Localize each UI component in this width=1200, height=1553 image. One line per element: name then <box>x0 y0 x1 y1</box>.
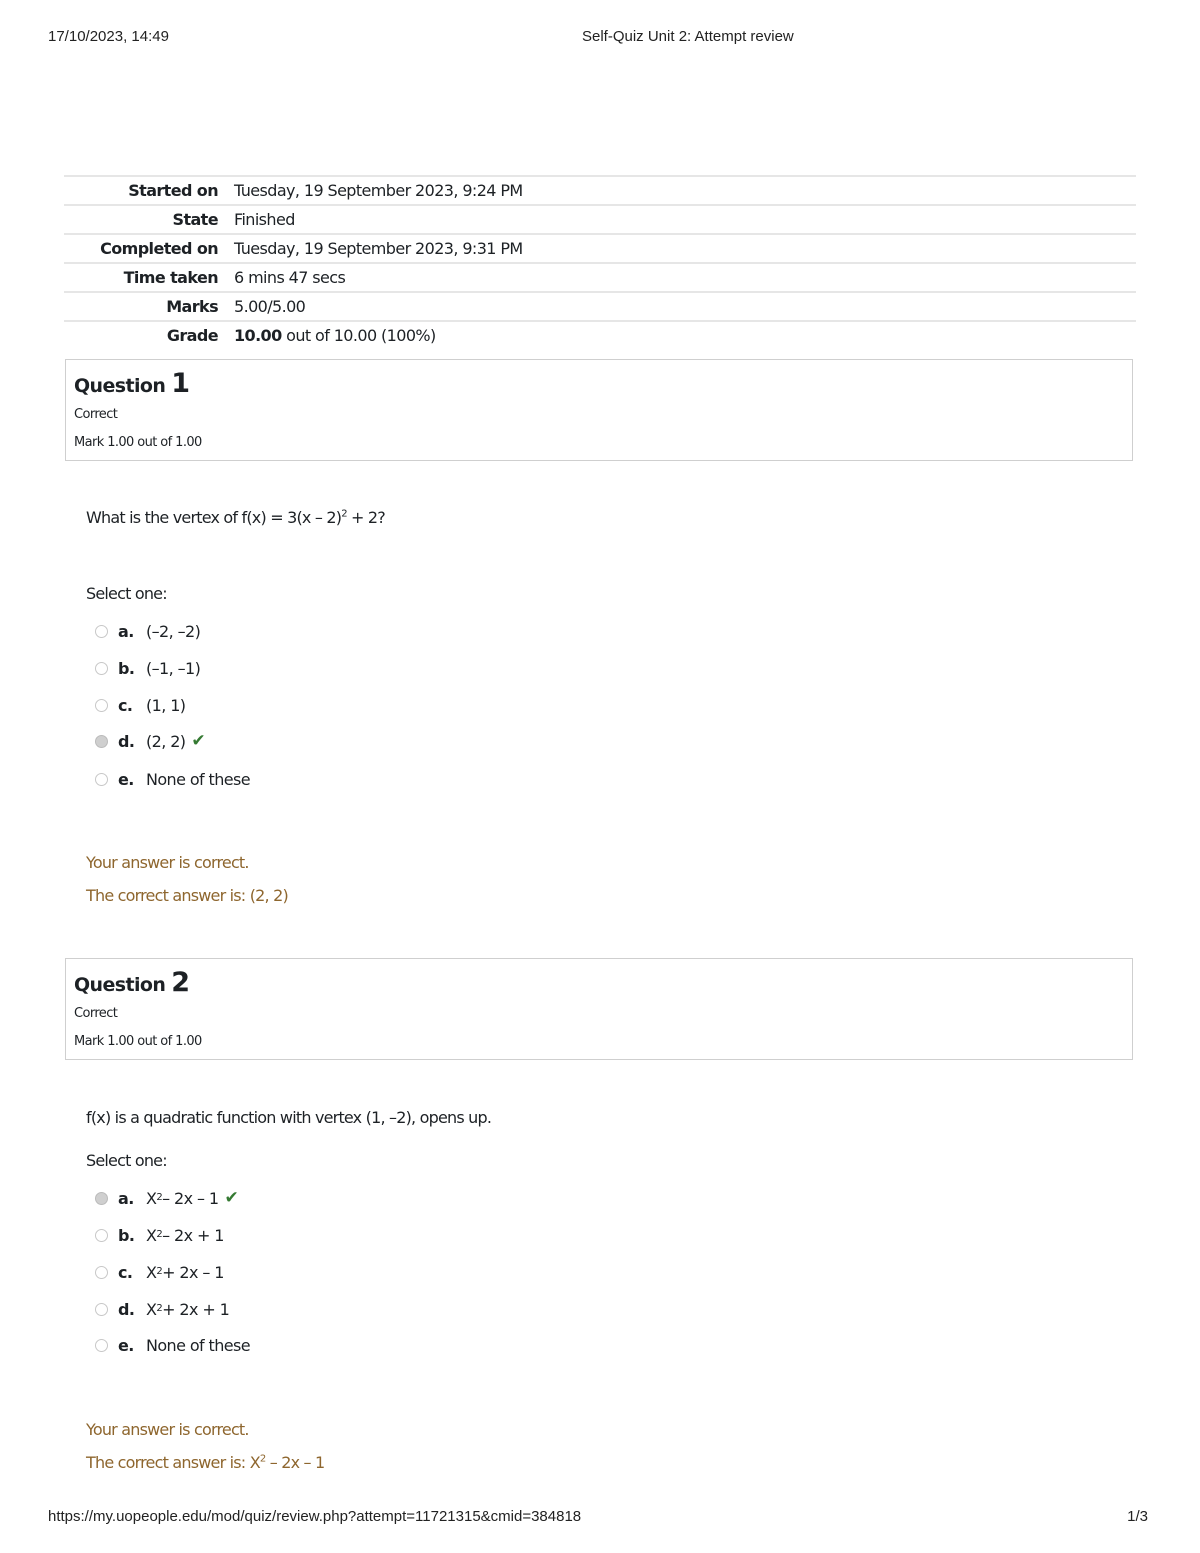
question-1-text <box>86 508 385 527</box>
question-num: 2 <box>171 967 190 998</box>
radio-button[interactable] <box>95 662 108 675</box>
option-letter: b. <box>118 1225 135 1245</box>
option-text: X <box>146 1262 157 1282</box>
option-letter: e. <box>118 769 134 789</box>
radio-button[interactable] <box>95 699 108 712</box>
summary-row <box>64 263 1136 292</box>
question-mark: Mark 1.00 out of 1.00 <box>74 1034 202 1049</box>
question-label: Question <box>74 375 166 397</box>
attempt-summary-table <box>64 175 1136 349</box>
summary-label: Time taken <box>64 263 234 292</box>
option-text-after: – 2x – 1 <box>162 1188 219 1208</box>
q2-option-e[interactable] <box>95 1334 250 1356</box>
select-one-prompt: Select one: <box>86 584 167 603</box>
q1-option-c[interactable] <box>95 694 185 716</box>
radio-button[interactable] <box>95 1266 108 1279</box>
correct-answer-label: The correct answer is: <box>86 886 250 905</box>
option-text-after: – 2x + 1 <box>162 1225 224 1245</box>
q2-option-a[interactable]: a. X 2 – 2x – 1 ✔ <box>95 1187 238 1209</box>
option-letter: c. <box>118 1262 133 1282</box>
q2-option-c[interactable]: c. X 2 + 2x – 1 <box>95 1261 224 1283</box>
option-letter: c. <box>118 695 133 715</box>
print-page-title: Self-Quiz Unit 2: Attempt review <box>582 28 794 45</box>
summary-value: 5.00/5.00 <box>234 292 1136 321</box>
summary-row <box>64 234 1136 263</box>
select-one-prompt: Select one: <box>86 1151 167 1170</box>
q2-option-d[interactable]: d. X 2 + 2x + 1 <box>95 1298 229 1320</box>
summary-label: Marks <box>64 292 234 321</box>
check-icon: ✔ <box>224 1188 239 1208</box>
option-text: (–2, –2) <box>146 621 201 641</box>
summary-value: Finished <box>234 205 1136 234</box>
option-text: (2, 2) <box>146 731 186 751</box>
correct-answer-after: – 2x – 1 <box>265 1453 325 1472</box>
option-text-after: + 2x – 1 <box>162 1262 224 1282</box>
option-letter: e. <box>118 1335 134 1355</box>
q1-option-d[interactable] <box>95 730 205 752</box>
summary-value <box>234 321 1136 349</box>
q1-option-a[interactable] <box>95 620 200 642</box>
question-state: Correct <box>74 1006 118 1021</box>
summary-label: Started on <box>64 176 234 205</box>
correct-answer <box>86 1453 324 1472</box>
summary-row <box>64 292 1136 321</box>
correct-answer-sup: 2 <box>259 1453 266 1465</box>
q1-option-e[interactable] <box>95 768 250 790</box>
radio-button-selected[interactable] <box>95 735 108 748</box>
feedback-correct: Your answer is correct. <box>86 1420 249 1439</box>
option-letter: d. <box>118 731 135 751</box>
option-text: X <box>146 1299 157 1319</box>
radio-button[interactable] <box>95 1303 108 1316</box>
grade-score: 10.00 <box>234 326 282 345</box>
option-letter: a. <box>118 621 134 641</box>
feedback-correct: Your answer is correct. <box>86 853 249 872</box>
option-text: (–1, –1) <box>146 658 201 678</box>
summary-value: Tuesday, 19 September 2023, 9:24 PM <box>234 176 1136 205</box>
summary-label: Grade <box>64 321 234 349</box>
correct-answer-value: (2, 2) <box>249 886 288 905</box>
option-letter: b. <box>118 658 135 678</box>
summary-value: Tuesday, 19 September 2023, 9:31 PM <box>234 234 1136 263</box>
print-datetime: 17/10/2023, 14:49 <box>48 28 169 45</box>
summary-row <box>64 321 1136 349</box>
radio-button[interactable] <box>95 625 108 638</box>
correct-answer-value: X <box>249 1453 260 1472</box>
question-number <box>74 368 189 399</box>
qtext-sup: 2 <box>341 508 347 520</box>
option-letter: d. <box>118 1299 135 1319</box>
question-2-text: f(x) is a quadratic function with vertex (1, –2), opens up. <box>86 1108 492 1127</box>
question-label: Question <box>74 974 166 996</box>
q2-option-b[interactable]: b. X 2 – 2x + 1 <box>95 1224 224 1246</box>
correct-answer <box>86 886 288 905</box>
summary-row <box>64 176 1136 205</box>
correct-answer-label: The correct answer is: <box>86 1453 250 1472</box>
question-num: 1 <box>171 368 190 399</box>
option-letter: a. <box>118 1188 134 1208</box>
check-icon: ✔ <box>191 731 206 751</box>
grade-outof: out of 10.00 (100%) <box>286 326 436 345</box>
qtext-part: What is the vertex of f(x) = 3(x – 2) <box>86 508 342 527</box>
print-url: https://my.uopeople.edu/mod/quiz/review.php?attempt=11721315&cmid=384818 <box>48 1508 582 1525</box>
option-text: (1, 1) <box>146 695 186 715</box>
radio-button[interactable] <box>95 1229 108 1242</box>
option-text-after: + 2x + 1 <box>162 1299 230 1319</box>
radio-button-selected[interactable] <box>95 1192 108 1205</box>
question-number <box>74 967 189 998</box>
summary-row <box>64 205 1136 234</box>
question-state: Correct <box>74 407 118 422</box>
question-mark: Mark 1.00 out of 1.00 <box>74 435 202 450</box>
question-1-info <box>65 359 1133 461</box>
summary-value: 6 mins 47 secs <box>234 263 1136 292</box>
radio-button[interactable] <box>95 773 108 786</box>
option-text: X <box>146 1225 157 1245</box>
option-text: None of these <box>146 769 250 789</box>
print-page-number: 1/3 <box>1127 1508 1148 1525</box>
qtext-part: + 2? <box>346 508 386 527</box>
option-text: X <box>146 1188 157 1208</box>
summary-label: State <box>64 205 234 234</box>
summary-label: Completed on <box>64 234 234 263</box>
option-text: None of these <box>146 1335 250 1355</box>
question-2-info <box>65 958 1133 1060</box>
radio-button[interactable] <box>95 1339 108 1352</box>
q1-option-b[interactable] <box>95 657 200 679</box>
